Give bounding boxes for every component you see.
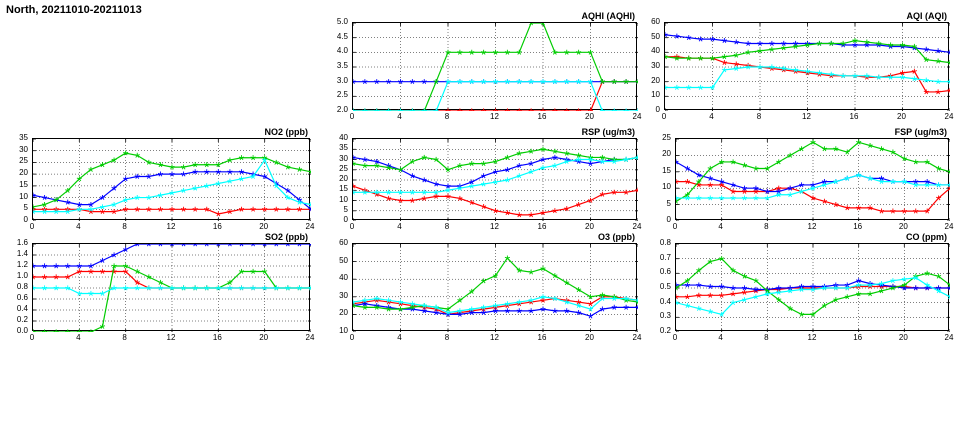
chart-title-no2: NO2 (ppb) — [264, 127, 308, 137]
x-tick-label: 24 — [632, 112, 642, 121]
x-tick-label: 12 — [490, 222, 499, 231]
x-tick-label: 16 — [212, 333, 222, 342]
x-tick-label: 24 — [632, 333, 642, 342]
x-tick-label: 24 — [944, 333, 954, 342]
y-tick-label: 10 — [19, 191, 28, 201]
y-tick-label: 15 — [339, 184, 348, 194]
x-tick-label: 0 — [661, 112, 667, 121]
chart-title-rsp: RSP (ug/m3) — [581, 127, 635, 137]
y-tick-label: 35 — [19, 133, 28, 142]
y-tick-label: 25 — [339, 163, 348, 173]
y-tick-label: 0 — [23, 215, 28, 224]
x-tick-label: 16 — [212, 222, 222, 231]
chart-title-aqi: AQI (AQI) — [906, 11, 947, 21]
x-tick-label: 8 — [444, 222, 450, 231]
x-tick-label: 12 — [807, 333, 817, 342]
x-tick-label: 8 — [444, 333, 450, 342]
y-tick-label: 10 — [339, 194, 348, 204]
plot-area-rsp — [352, 138, 637, 220]
y-tick-label: 3.5 — [336, 61, 348, 70]
y-tick-label: 0.4 — [16, 304, 28, 313]
y-tick-label: 0.5 — [659, 282, 671, 291]
y-tick-label: 5 — [23, 203, 28, 213]
y-tick-label: 20 — [339, 308, 348, 318]
y-tick-label: 4.5 — [336, 31, 348, 41]
x-tick-label: 4 — [76, 333, 81, 342]
y-tick-label: 20 — [662, 149, 671, 159]
x-tick-label: 16 — [849, 112, 859, 121]
x-tick-label: 0 — [349, 222, 355, 231]
y-tick-label: 15 — [662, 165, 671, 175]
page-title: North, 20211010-20211013 — [6, 4, 142, 16]
y-tick-label: 0.2 — [659, 326, 671, 335]
x-tick-label: 8 — [444, 112, 450, 121]
y-tick-label: 0.7 — [659, 252, 671, 262]
y-tick-label: 30 — [19, 144, 28, 154]
plot-area-so2 — [32, 243, 310, 331]
plot-area-aqhi — [352, 22, 637, 110]
x-tick-label: 16 — [853, 333, 863, 342]
y-tick-label: 0.6 — [16, 293, 28, 302]
y-tick-label: 60 — [339, 238, 348, 247]
y-tick-label: 0.4 — [659, 296, 671, 306]
x-tick-label: 8 — [122, 222, 127, 231]
y-tick-label: 40 — [651, 46, 660, 56]
y-tick-label: 2.0 — [336, 105, 348, 114]
chart-title-so2: SO2 (ppb) — [265, 232, 308, 242]
x-tick-label: 16 — [537, 222, 547, 231]
x-tick-label: 8 — [764, 222, 769, 231]
x-tick-label: 20 — [898, 222, 908, 231]
x-tick-label: 4 — [718, 222, 723, 231]
x-tick-label: 0 — [349, 333, 355, 342]
x-tick-label: 24 — [632, 222, 642, 231]
y-tick-label: 25 — [19, 156, 28, 166]
plot-area-aqi — [664, 22, 949, 110]
x-tick-label: 20 — [585, 333, 594, 342]
x-tick-label: 0 — [672, 222, 678, 231]
x-tick-label: 16 — [853, 222, 863, 231]
y-tick-label: 20 — [19, 168, 28, 178]
y-tick-label: 2.5 — [336, 90, 348, 100]
x-tick-label: 20 — [585, 222, 594, 231]
x-tick-label: 8 — [122, 333, 127, 342]
y-tick-label: 1.0 — [16, 271, 28, 280]
chart-title-fsp: FSP (ug/m3) — [894, 127, 947, 137]
x-tick-label: 4 — [397, 112, 402, 121]
y-tick-label: 30 — [339, 153, 348, 163]
y-tick-label: 0 — [655, 105, 660, 114]
y-tick-label: 1.6 — [16, 238, 28, 247]
chart-title-aqhi: AQHI (AQHI) — [581, 11, 635, 21]
y-tick-label: 0.8 — [16, 282, 28, 291]
x-tick-label: 16 — [537, 333, 547, 342]
y-tick-label: 3.0 — [336, 75, 348, 85]
plot-area-no2 — [32, 138, 310, 220]
y-tick-label: 0.6 — [659, 267, 671, 277]
x-tick-label: 24 — [305, 222, 315, 231]
y-tick-label: 0.0 — [16, 326, 28, 335]
x-tick-label: 16 — [537, 112, 547, 121]
x-tick-label: 4 — [397, 222, 402, 231]
x-tick-label: 12 — [802, 112, 811, 121]
x-tick-label: 8 — [756, 112, 762, 121]
x-tick-label: 12 — [166, 333, 176, 342]
plot-area-co — [675, 243, 949, 331]
y-tick-label: 1.4 — [16, 249, 28, 258]
x-tick-label: 24 — [944, 112, 954, 121]
y-tick-label: 40 — [339, 273, 348, 283]
chart-title-o3: O3 (ppb) — [598, 232, 635, 242]
plot-area-fsp — [675, 138, 949, 220]
y-tick-label: 0.8 — [659, 238, 671, 247]
y-tick-label: 0.3 — [659, 311, 671, 321]
y-tick-label: 50 — [339, 255, 348, 265]
x-tick-label: 20 — [259, 333, 269, 342]
chart-title-co: CO (ppm) — [906, 232, 947, 242]
y-tick-label: 0.2 — [16, 315, 28, 324]
y-tick-label: 0 — [343, 215, 348, 224]
y-tick-label: 1.2 — [16, 260, 28, 269]
x-tick-label: 12 — [166, 222, 176, 231]
y-tick-label: 40 — [339, 133, 348, 142]
y-tick-label: 20 — [651, 75, 660, 85]
y-tick-label: 15 — [19, 179, 28, 189]
y-tick-label: 10 — [651, 90, 660, 100]
y-tick-label: 10 — [339, 326, 348, 335]
y-tick-label: 5.0 — [336, 17, 348, 26]
x-tick-label: 20 — [898, 333, 908, 342]
x-tick-label: 4 — [709, 112, 714, 121]
y-tick-label: 20 — [339, 174, 348, 183]
plot-area-o3 — [352, 243, 637, 331]
y-tick-label: 30 — [651, 61, 660, 70]
x-tick-label: 4 — [76, 222, 81, 231]
y-tick-label: 0 — [666, 215, 671, 224]
y-tick-label: 30 — [339, 290, 348, 300]
y-tick-label: 25 — [662, 133, 671, 142]
x-tick-label: 24 — [305, 333, 315, 342]
x-tick-label: 24 — [944, 222, 954, 231]
x-tick-label: 0 — [29, 222, 35, 231]
y-tick-label: 5 — [666, 198, 671, 208]
x-tick-label: 0 — [349, 112, 355, 121]
y-tick-label: 4.0 — [336, 46, 348, 56]
x-tick-label: 0 — [29, 333, 35, 342]
y-tick-label: 60 — [651, 17, 660, 26]
y-tick-label: 10 — [662, 182, 671, 192]
y-tick-label: 35 — [339, 143, 348, 153]
x-tick-label: 0 — [672, 333, 678, 342]
x-tick-label: 20 — [897, 112, 906, 121]
y-tick-label: 50 — [651, 31, 660, 41]
x-tick-label: 8 — [764, 333, 769, 342]
x-tick-label: 12 — [490, 112, 499, 121]
y-tick-label: 5 — [343, 204, 348, 214]
x-tick-label: 20 — [259, 222, 269, 231]
x-tick-label: 4 — [718, 333, 723, 342]
x-tick-label: 12 — [807, 222, 817, 231]
x-tick-label: 12 — [490, 333, 499, 342]
x-tick-label: 4 — [397, 333, 402, 342]
x-tick-label: 20 — [585, 112, 594, 121]
